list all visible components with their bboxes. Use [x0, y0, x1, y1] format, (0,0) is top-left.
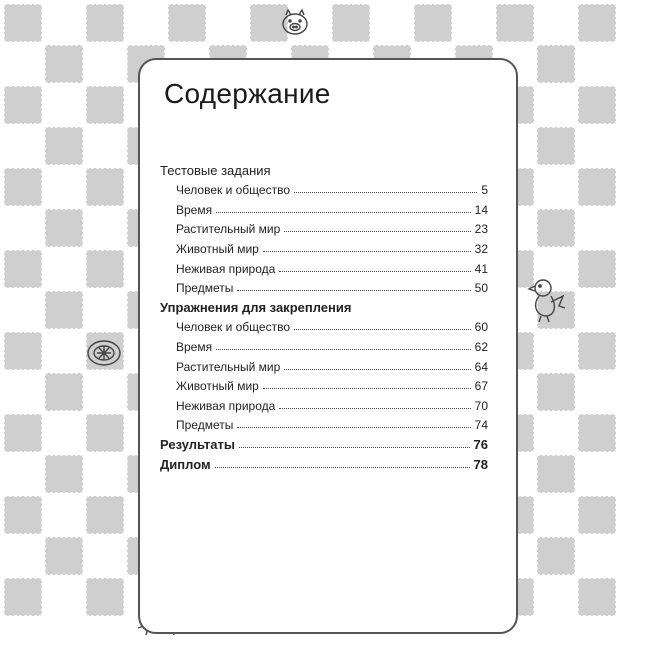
- background-tile: [4, 168, 42, 206]
- toc-label: Предметы: [176, 281, 234, 296]
- background-tile: [578, 168, 616, 206]
- background-tile: [537, 209, 575, 247]
- toc-page-number: 62: [474, 339, 488, 354]
- background-tile: [45, 537, 83, 575]
- lemon-icon: [84, 336, 124, 370]
- background-tile: [4, 4, 42, 42]
- toc-entry: [160, 217, 488, 237]
- background-tile: [578, 4, 616, 42]
- background-tile: [578, 250, 616, 288]
- background-tile: [86, 4, 124, 42]
- background-tile: [4, 250, 42, 288]
- toc-label: Животный мир: [176, 379, 259, 394]
- toc-entry: [160, 197, 488, 217]
- toc-page-number: 32: [474, 241, 488, 256]
- toc-label: Животный мир: [176, 241, 259, 256]
- toc-page-number: 70: [474, 398, 488, 413]
- background-tile: [45, 455, 83, 493]
- toc-label: Человек и общество: [176, 183, 290, 198]
- background-tile: [45, 373, 83, 411]
- toc-entry: [160, 256, 488, 276]
- toc-entry: [160, 374, 488, 394]
- dot-leader: [279, 271, 470, 272]
- dot-leader: [284, 369, 470, 370]
- background-tile: [578, 332, 616, 370]
- pig-icon: [278, 8, 312, 38]
- toc-page-number: 5: [481, 183, 488, 198]
- dot-leader: [263, 388, 471, 389]
- background-tile: [86, 578, 124, 616]
- dot-leader: [239, 447, 470, 448]
- background-tile: [578, 496, 616, 534]
- toc-page-number: 23: [474, 222, 488, 237]
- background-tile: [414, 4, 452, 42]
- toc-entry: [160, 315, 488, 335]
- dot-leader: [294, 192, 477, 193]
- background-tile: [537, 45, 575, 83]
- background-tile: [578, 578, 616, 616]
- toc-label: Растительный мир: [176, 359, 281, 374]
- toc-label: Тестовые задания: [160, 162, 271, 178]
- toc-page-number: 74: [474, 418, 488, 433]
- background-tile: [86, 496, 124, 534]
- toc-label: Время: [176, 202, 213, 217]
- background-tile: [45, 45, 83, 83]
- page-title: Содержание: [164, 78, 331, 109]
- toc-label: Диплом: [160, 456, 211, 472]
- background-tile: [168, 4, 206, 42]
- toc-entry: [160, 276, 488, 296]
- background-tile: [537, 455, 575, 493]
- toc-page-number: 14: [474, 202, 488, 217]
- toc-entry: [160, 334, 488, 354]
- background-tile: [537, 537, 575, 575]
- toc-page-number: 76: [473, 436, 488, 452]
- dot-leader: [237, 290, 470, 291]
- background-tile: [578, 86, 616, 124]
- background-tile: [86, 86, 124, 124]
- background-tile: [4, 86, 42, 124]
- toc-entry: [160, 393, 488, 413]
- background-tile: [332, 4, 370, 42]
- toc-entry: [160, 413, 488, 433]
- dot-leader: [294, 329, 471, 330]
- toc-label: Неживая природа: [176, 261, 276, 276]
- dot-leader: [279, 408, 470, 409]
- toc-section: [160, 452, 488, 472]
- background-tile: [4, 414, 42, 452]
- toc-section: [160, 295, 488, 315]
- background-tile: [537, 373, 575, 411]
- toc-label: Человек и общество: [176, 320, 290, 335]
- toc-label: Предметы: [176, 418, 234, 433]
- toc-page-number: 50: [474, 281, 488, 296]
- toc-section: [160, 432, 488, 452]
- toc-section: [160, 158, 488, 178]
- background-tile: [45, 127, 83, 165]
- background-tile: [578, 414, 616, 452]
- background-tile: [4, 332, 42, 370]
- dot-leader: [216, 212, 471, 213]
- background-tile: [4, 578, 42, 616]
- background-tile: [45, 291, 83, 329]
- dot-leader: [215, 467, 470, 468]
- toc-entry: [160, 178, 488, 198]
- toc-page-number: 60: [474, 320, 488, 335]
- dot-leader: [216, 349, 471, 350]
- table-of-contents: [160, 158, 488, 472]
- background-tile: [496, 4, 534, 42]
- toc-page-number: 78: [473, 456, 488, 472]
- background-tile: [537, 127, 575, 165]
- toc-label: Упражнения для закрепления: [160, 299, 352, 315]
- background-tile: [4, 496, 42, 534]
- toc-label: Растительный мир: [176, 222, 281, 237]
- toc-entry: [160, 354, 488, 374]
- toc-page-number: 41: [474, 261, 488, 276]
- bird-icon: [525, 276, 569, 324]
- dot-leader: [263, 251, 471, 252]
- background-tile: [45, 209, 83, 247]
- dot-leader: [284, 231, 470, 232]
- toc-page-number: 67: [474, 379, 488, 394]
- toc-entry: [160, 236, 488, 256]
- background-tile: [86, 414, 124, 452]
- background-tile: [86, 168, 124, 206]
- dot-leader: [237, 427, 470, 428]
- toc-label: Время: [176, 339, 213, 354]
- contents-panel: [138, 58, 518, 634]
- toc-label: Неживая природа: [176, 398, 276, 413]
- background-tile: [86, 250, 124, 288]
- toc-page-number: 64: [474, 359, 488, 374]
- toc-label: Результаты: [160, 436, 235, 452]
